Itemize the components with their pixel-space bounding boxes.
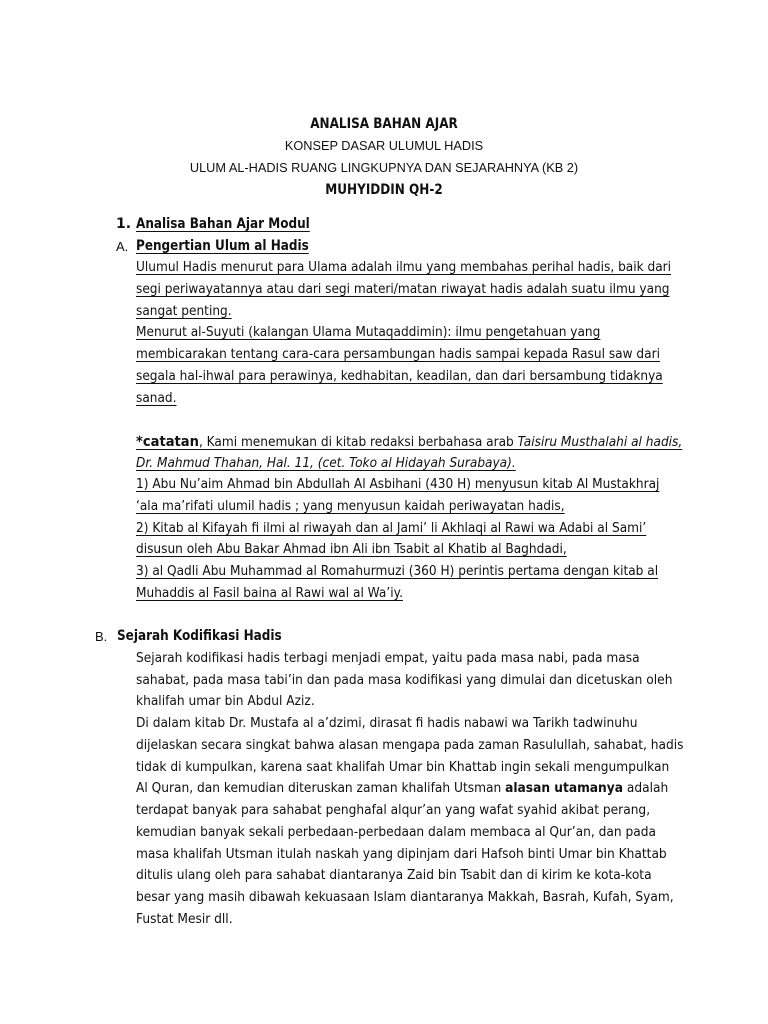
section-heading: Analisa Bahan Ajar Modul bbox=[136, 216, 310, 232]
document-title: ANALISA BAHAN AJAR bbox=[310, 116, 458, 132]
document-subtitle: KONSEP DASAR ULUMUL HADIS bbox=[284, 138, 484, 153]
note-text: , Kami menemukan di kitab redaksi berbahasa arab bbox=[198, 435, 518, 450]
paragraph-line: segi periwayatannya atau dari segi materi/matan riwayat hadis adalah suatu ilmu yang bbox=[136, 282, 670, 297]
paragraph-line: besar yang masih dibawah kekuasaan Islam diantaranya Makkah, Basrah, Kufah, Syam, bbox=[136, 890, 674, 905]
paragraph-text: adalah bbox=[622, 781, 669, 796]
paragraph-text: Al Quran, dan kemudian diteruskan zaman khalifah Utsman bbox=[136, 781, 506, 796]
paragraph-line: sanad. bbox=[136, 391, 177, 406]
note-line: 3) al Qadli Abu Muhammad al Romahurmuzi (360 H) perintis pertama dengan kitab al bbox=[136, 564, 659, 579]
paragraph-line: masa khalifah Utsman itulah naskah yang dipinjam dari Hafsoh binti Umar bin Khattab bbox=[136, 847, 667, 862]
note-line: ‘ala ma’rifati ulumil hadis ; yang menyusun kaidah periwayatan hadis, bbox=[136, 499, 565, 514]
note-line: Dr. Mahmud Thahan, Hal. 11, (cet. Toko al Hidayah Surabaya). bbox=[136, 456, 516, 471]
paragraph-line: sahabat, pada masa tabi’in dan pada masa kodifikasi yang dimulai dan dicetuskan oleh bbox=[136, 673, 673, 688]
paragraph-line: dijelaskan secara singkat bahwa alasan mengapa pada zaman Rasulullah, sahabat, hadis bbox=[136, 738, 684, 753]
section-b-heading: Sejarah Kodifikasi Hadis bbox=[117, 628, 282, 644]
paragraph-line bbox=[136, 781, 668, 796]
section-a-heading: Pengertian Ulum al Hadis bbox=[136, 238, 309, 254]
paragraph-line: Fustat Mesir dll. bbox=[136, 912, 233, 927]
paragraph-line: tidak di kumpulkan, karena saat khalifah Umar bin Khattab ingin sekali mengumpulkan bbox=[136, 760, 670, 775]
paragraph-line: Sejarah kodifikasi hadis terbagi menjadi empat, yaitu pada masa nabi, pada masa bbox=[136, 651, 640, 666]
note-label: *catatan bbox=[136, 434, 199, 450]
note-line: disusun oleh Abu Bakar Ahmad ibn Ali ibn Tsabit al Khatib al Baghdadi, bbox=[136, 542, 567, 557]
paragraph-line: kemudian banyak sekali perbedaan-perbedaan dalam membaca al Qur’an, dan pada bbox=[136, 825, 657, 840]
note-line: 1) Abu Nu’aim Ahmad bin Abdullah Al Asbihani (430 H) menyusun kitab Al Mustakhraj bbox=[136, 477, 660, 492]
emphasis-text: alasan utamanya bbox=[505, 781, 623, 796]
author-name: MUHYIDDIN QH-2 bbox=[325, 182, 443, 198]
paragraph-line: khalifah umar bin Abdul Aziz. bbox=[136, 694, 315, 709]
paragraph-line: sangat penting. bbox=[136, 304, 232, 319]
paragraph-line: membicarakan tentang cara-cara persambungan hadis sampai kepada Rasul saw dari bbox=[136, 347, 660, 362]
section-a-marker: A. bbox=[116, 239, 129, 254]
note-line: Muhaddis al Fasil baina al Rawi wal al Wa’iy. bbox=[136, 586, 403, 601]
note-line bbox=[136, 434, 682, 450]
paragraph-line: Menurut al-Suyuti (kalangan Ulama Mutaqaddimin): ilmu pengetahuan yang bbox=[136, 325, 601, 340]
document-subtitle-2: ULUM AL-HADIS RUANG LINGKUPNYA DAN SEJARAHNYA (KB 2) bbox=[189, 160, 579, 175]
paragraph-line: terdapat banyak para sahabat penghafal alqur’an yang wafat syahid akibat perang, bbox=[136, 803, 651, 818]
paragraph-line: Ulumul Hadis menurut para Ulama adalah ilmu yang membahas perihal hadis, baik dari bbox=[136, 260, 672, 275]
book-title: Taisiru Musthalahi al hadis, bbox=[517, 435, 683, 450]
paragraph-line: ditulis ulang oleh para sahabat diantaranya Zaid bin Tsabit dan di kirim ke kota-kota bbox=[136, 868, 652, 883]
section-b-marker: B. bbox=[95, 629, 108, 644]
section-number: 1. bbox=[116, 216, 132, 232]
note-line: 2) Kitab al Kifayah fi ilmi al riwayah dan al Jami’ li Akhlaqi al Rawi wa Adabi al Sami’ bbox=[136, 521, 647, 536]
paragraph-line: Di dalam kitab Dr. Mustafa al a’dzimi, dirasat fi hadis nabawi wa Tarikh tadwinuhu bbox=[136, 716, 638, 731]
paragraph-line: segala hal-ihwal para perawinya, kedhabitan, keadilan, dan dari bersambung tidaknya bbox=[136, 369, 663, 384]
